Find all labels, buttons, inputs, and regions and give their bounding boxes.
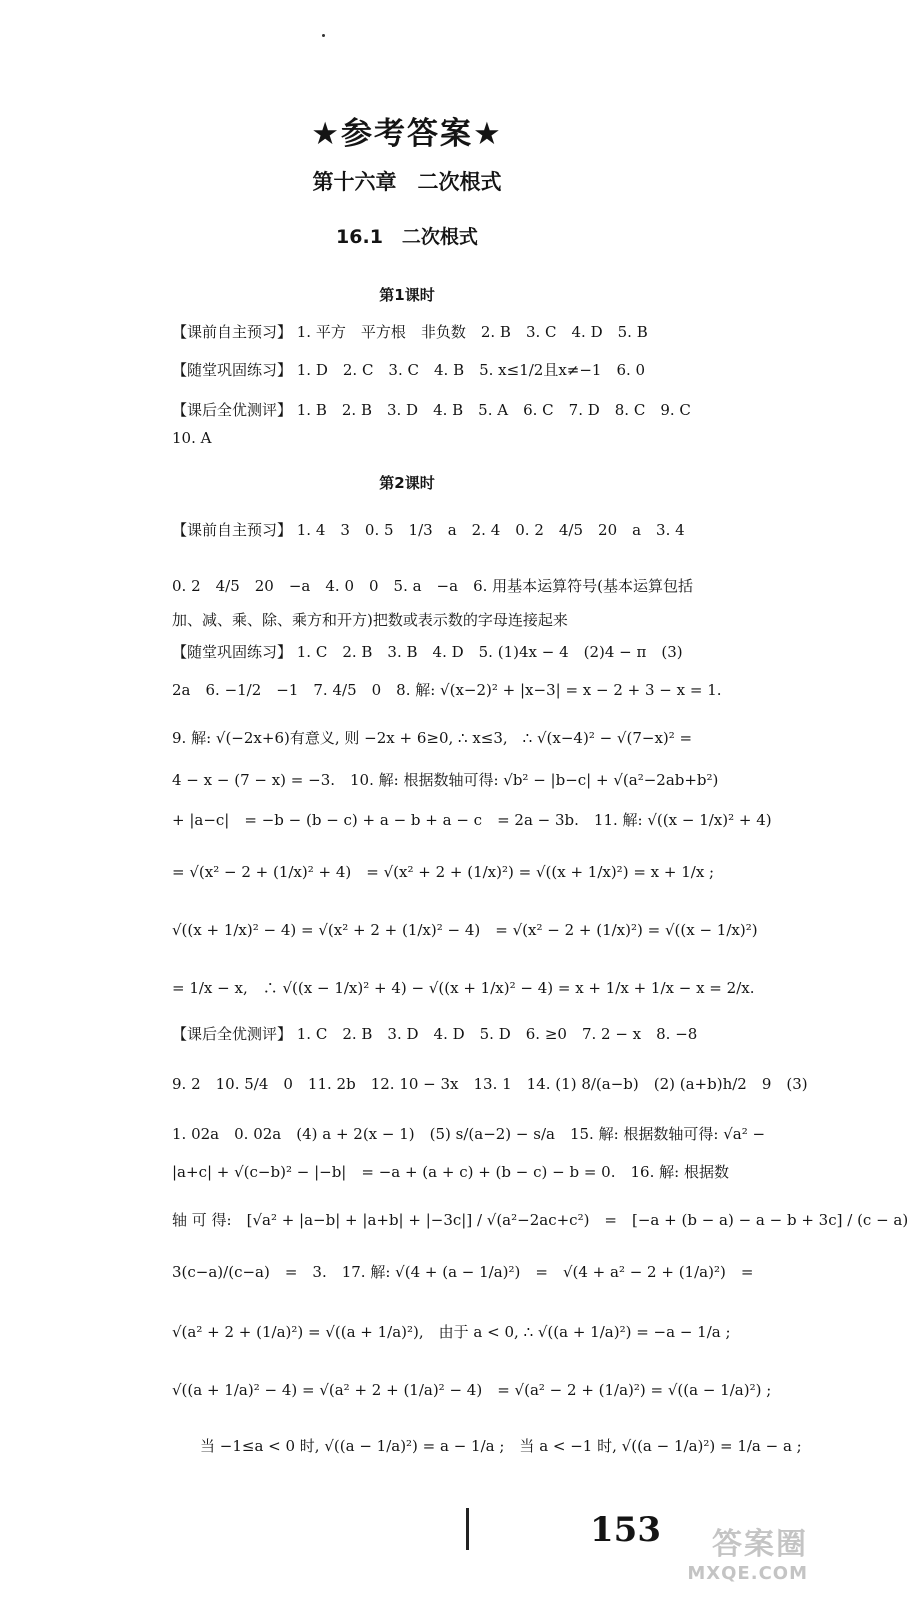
answer-line: 9. 2 10. 5/4 0 11. 2b 12. 10 − 3x 13. 1 14. (1) 8/(a−b) (2) (a+b)h/2 9 (3) (172, 1075, 808, 1093)
main-title: ★参考答案★ (311, 116, 503, 152)
answer-line: 9. 解: √(−2x+6)有意义, 则 −2x + 6≥0, ∴ x≤3, ∴ √(x−4)² − √(7−x)² = (172, 729, 693, 747)
answer-line: 加、减、乘、除、乘方和开方)把数或表示数的字母连接起来 (172, 611, 568, 629)
lesson-title-2: 第2课时 (379, 474, 435, 492)
answer-line: 【随堂巩固练习】 1. D 2. C 3. C 4. B 5. x≤1/2且x≠−1 6. 0 (172, 361, 646, 379)
answer-line: √((a + 1/a)² − 4) = √(a² + 2 + (1/a)² − 4) = √(a² − 2 + (1/a)²) = √((a − 1/a)²) ; (172, 1381, 772, 1399)
answer-line: 【课前自主预习】 1. 4 3 0. 5 1/3 a 2. 4 0. 2 4/5 20 a 3. 4 (172, 521, 685, 539)
answer-line: √((x + 1/x)² − 4) = √(x² + 2 + (1/x)² − 4) = √(x² − 2 + (1/x)²) = √((x − 1/x)²) (172, 921, 758, 939)
answer-line: 4 − x − (7 − x) = −3. 10. 解: 根据数轴可得: √b² − |b−c| + √(a²−2ab+b²) (172, 771, 719, 789)
answer-line: 1. 02a 0. 02a (4) a + 2(x − 1) (5) s/(a−2) − s/a 15. 解: 根据数轴可得: √a² − (172, 1125, 766, 1143)
answer-line: = 1/x − x, ∴ √((x − 1/x)² + 4) − √((x + 1/x)² − 4) = x + 1/x + 1/x − x = 2/x. (172, 979, 755, 997)
watermark-text: 答案圈 (712, 1527, 808, 1562)
chapter-title: 第十六章 二次根式 (312, 170, 502, 194)
answer-line: 【课后全优测评】 1. B 2. B 3. D 4. B 5. A 6. C 7. D 8. C 9. C (172, 401, 691, 419)
scan-dot (322, 34, 325, 37)
answer-line: 【课后全优测评】 1. C 2. B 3. D 4. D 5. D 6. ≥0 7. 2 − x 8. −8 (172, 1025, 698, 1043)
page-number: 153 (590, 1510, 661, 1550)
answer-line: |a+c| + √(c−b)² − |−b| = −a + (a + c) + (b − c) − b = 0. 16. 解: 根据数 (172, 1163, 729, 1181)
answer-line: 当 −1≤a < 0 时, √((a − 1/a)²) = a − 1/a ; 当 a < −1 时, √((a − 1/a)²) = 1/a − a ; (200, 1437, 802, 1455)
answer-line: √(a² + 2 + (1/a)²) = √((a + 1/a)²), 由于 a < 0, ∴ √((a + 1/a)²) = −a − 1/a ; (172, 1323, 731, 1341)
answer-line: = √(x² − 2 + (1/x)² + 4) = √(x² + 2 + (1/x)²) = √((x + 1/x)²) = x + 1/x ; (172, 863, 715, 881)
margin-bar (466, 1508, 469, 1550)
answer-line: 轴 可 得: [√a² + |a−b| + |a+b| + |−3c|] / √(a²−2ac+c²) = [−a + (b − a) − a − b + 3c] / (c − a) (172, 1211, 908, 1229)
answer-line: 3(c−a)/(c−a) = 3. 17. 解: √(4 + (a − 1/a)²) = √(4 + a² − 2 + (1/a)²) = (172, 1263, 754, 1281)
watermark-url: MXQE.COM (687, 1563, 808, 1584)
answer-line: 【随堂巩固练习】 1. C 2. B 3. B 4. D 5. (1)4x − 4 (2)4 − π (3) (172, 643, 683, 661)
watermark-logo (638, 1528, 808, 1594)
section-title: 16.1 二次根式 (336, 226, 478, 248)
lesson-title-1: 第1课时 (379, 286, 435, 304)
answer-line: 0. 2 4/5 20 −a 4. 0 0 5. a −a 6. 用基本运算符号(基本运算包括 (172, 577, 693, 595)
answer-line: + |a−c| = −b − (b − c) + a − b + a − c = 2a − 3b. 11. 解: √((x − 1/x)² + 4) (172, 811, 772, 829)
answer-line: 【课前自主预习】 1. 平方 平方根 非负数 2. B 3. C 4. D 5. B (172, 323, 648, 341)
answer-line: 10. A (172, 429, 212, 447)
answer-line: 2a 6. −1/2 −1 7. 4/5 0 8. 解: √(x−2)² + |x−3| = x − 2 + 3 − x = 1. (172, 681, 722, 699)
